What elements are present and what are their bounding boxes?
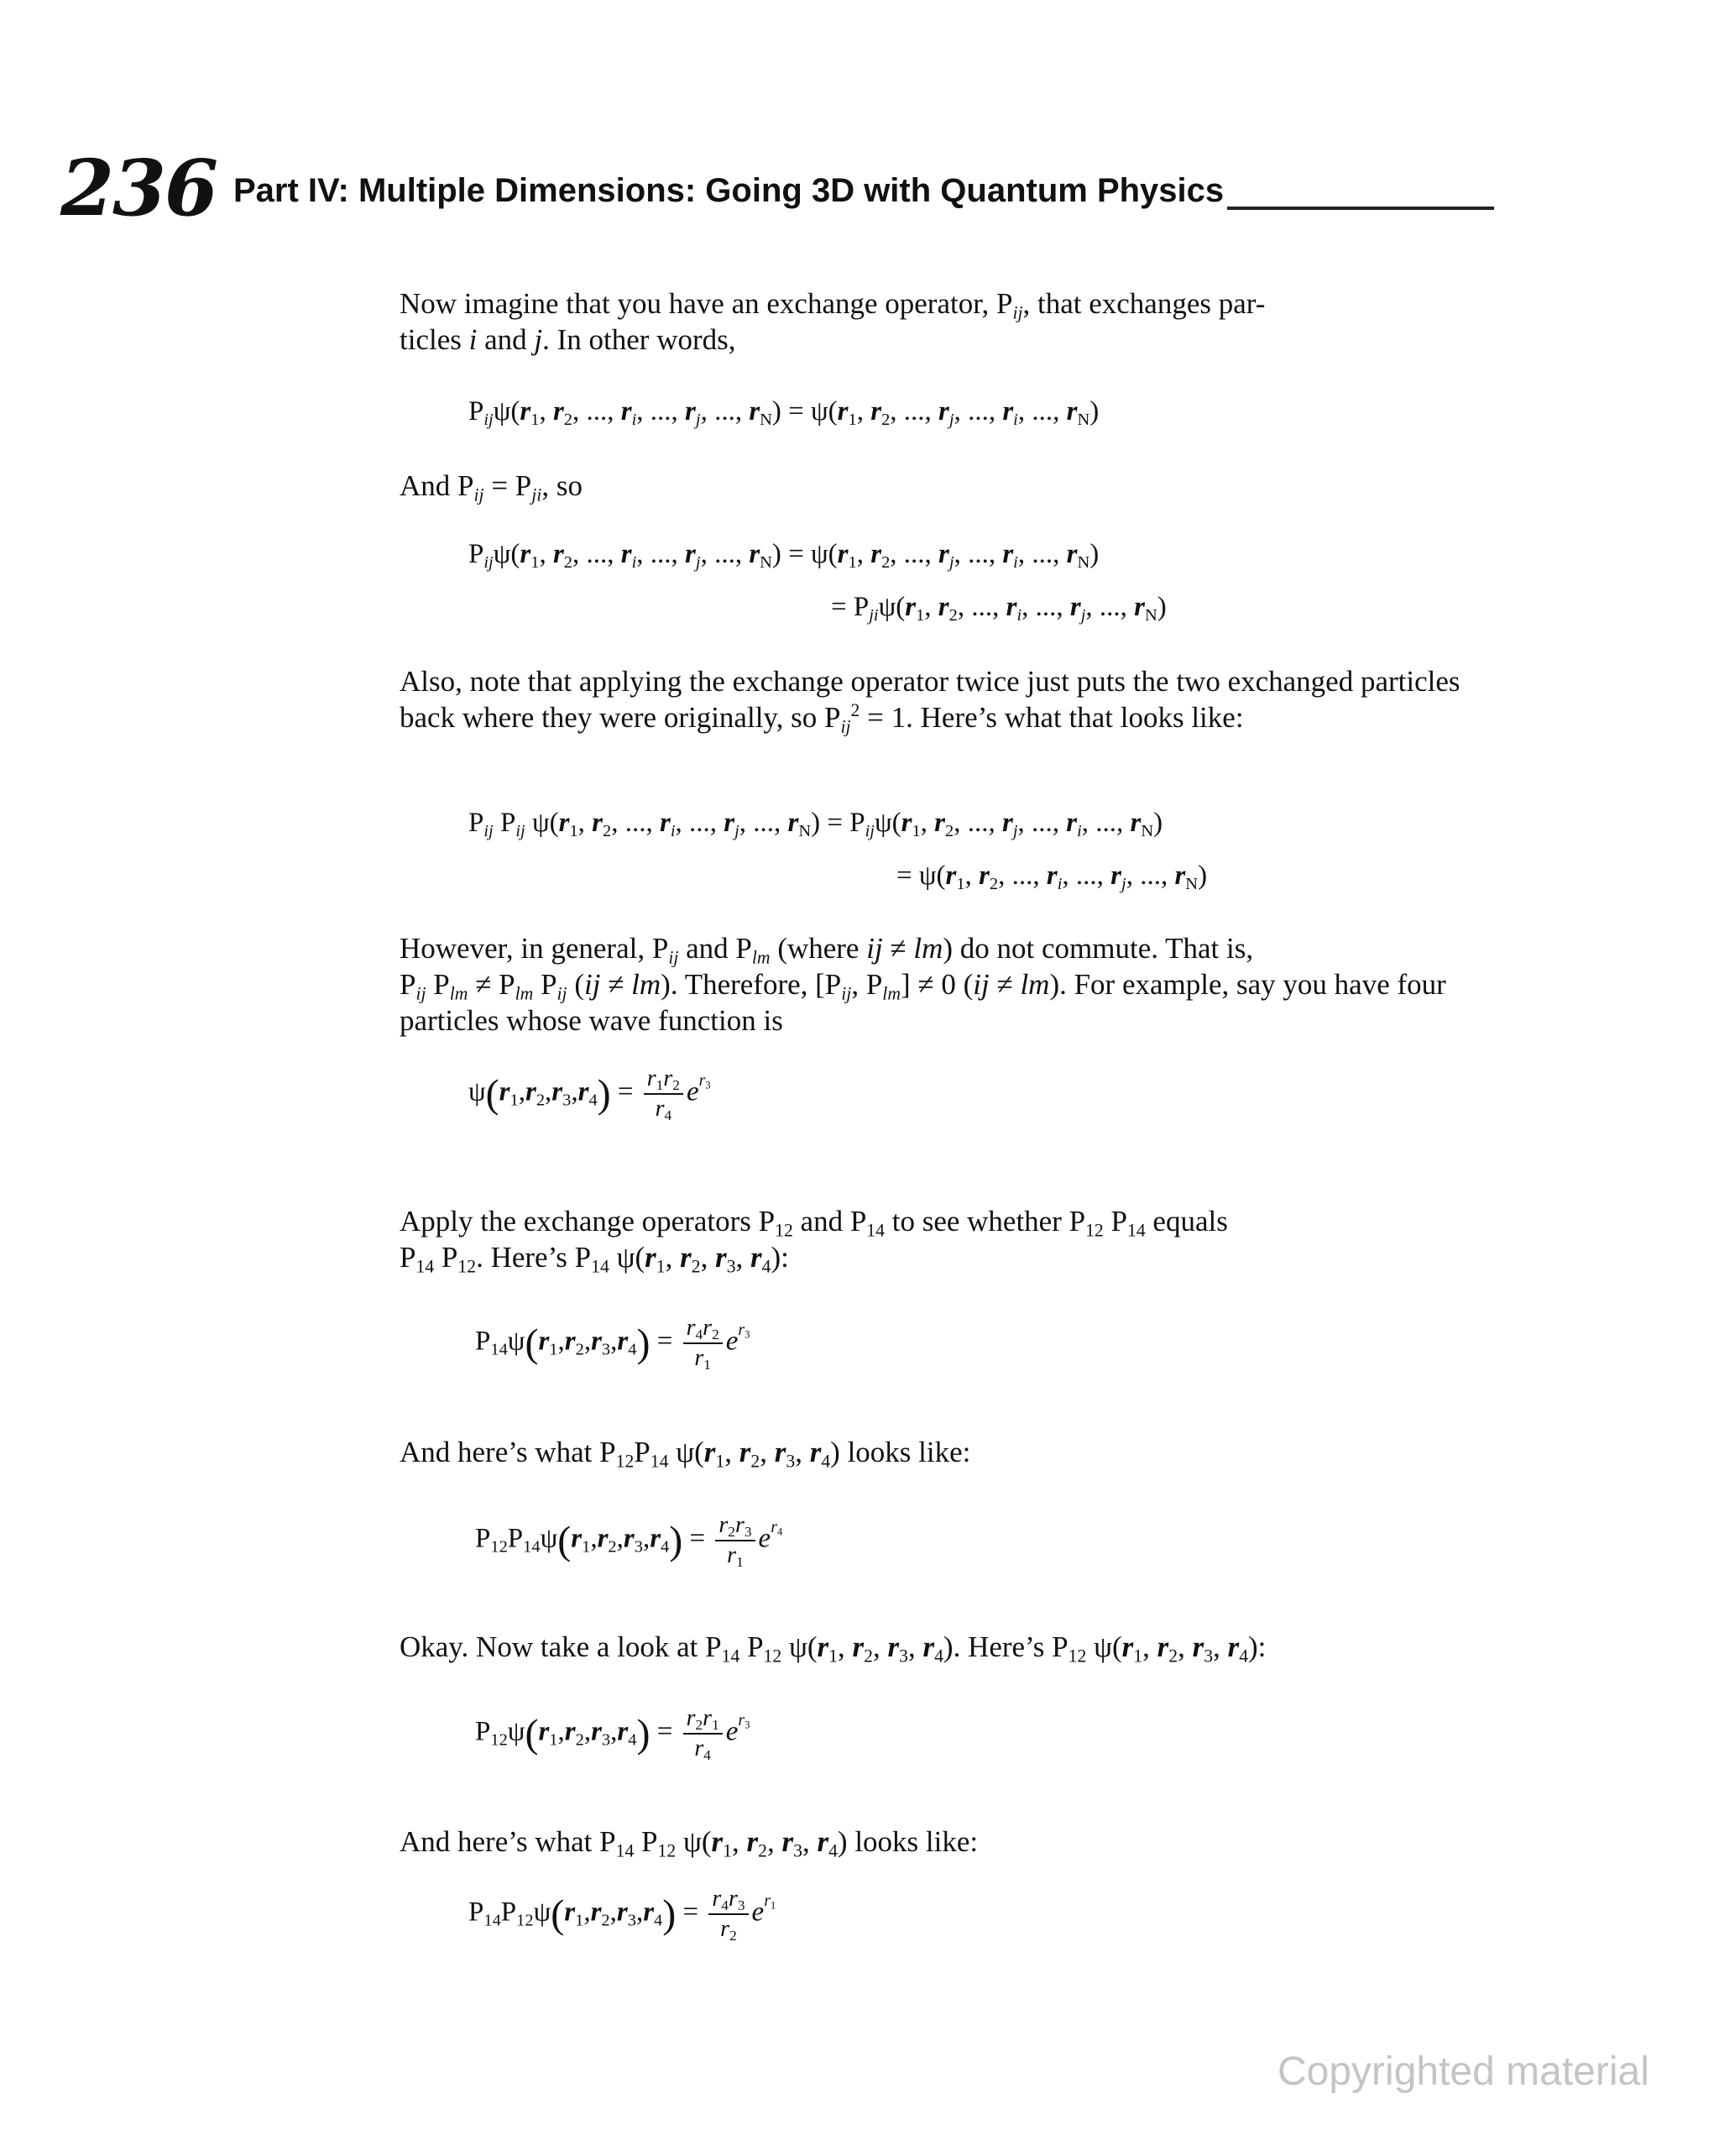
paragraph-apply-twice: Also, note that applying the exchange operator twice just puts the two exchanged particles back where they were originally, so $P_{ij}^2 = 1$. Here’s what that looks like: [400, 665, 1460, 737]
running-head: Part IV: Multiple Dimensions: Going 3D with Quantum Physics [233, 172, 1225, 209]
paragraph-commutation: However, in general, $P_{ij}$ and $P_{lm}$ (where ij ≠ lm) do not commute. That is, $P_{ij}$ $P_{lm} \ne P_{lm}$ $P_{ij}$ (ij ≠ lm). Therefore, [$P_{ij}$, $P_{lm}] \ne 0$ (ij ≠ lm). For example, say you have four particles whose wave function is [400, 932, 1446, 1037]
paragraph-apply-p12-p14: Apply the exchange operators $P_{12}$ and $P_{14}$ to see whether $P_{12}$ $P_{14}$ equals $P_{14}$ $P_{12}$. Here’s $P_{14}$ $\psi(r_1$, $r_2$, $r_3$, $r_4$): [400, 1205, 1228, 1277]
equation-symmetry-line-1: $P_{ij}\psi(r_1$, $r_2$, ..., $r_i$, ..., $r_j$, ..., $r_N) = \psi(r_1$, $r_2$, ..., $r_j$, ..., $r_i$, ..., $r_N$) [468, 539, 1100, 573]
equation-p12: $P_{12}\psi(r_1,r_2,r_3,r_4)$ = $\frac{r_2r_1}{r_4}$ $e^{r_3}$ [475, 1705, 750, 1764]
equation-p12p14: $P_{12}P_{14}\psi(r_1,r_2,r_3,r_4)$ = $\frac{r_2r_3}{r_1}$ $e^{r_4}$ [475, 1512, 783, 1571]
equation-twice-line-1: $P_{ij}$ $P_{ij}$ $\psi(r_1$, $r_2$, ..., $r_i$, ..., $r_j$, ..., $r_N) = P_{ij}\psi(r_1$, $r_2$, ..., $r_j$, ..., $r_i$, ..., $r_N$) [468, 808, 1163, 841]
paragraph-exchange-operator: Now imagine that you have an exchange operator, $P_{ij}$, that exchanges par- ticles i and j. In other words, [400, 287, 1266, 356]
equation-twice-line-2: = $\psi(r_1$, $r_2$, ..., $r_i$, ..., $r_j$, ..., $r_N$) [896, 861, 1208, 894]
paragraph-pij-equals-pji: And $P_{ij} = P_{ji}$, so [400, 469, 583, 505]
paragraph-p14p12-result: And here’s what $P_{14}$ $P_{12}$ $\psi(r_1$, $r_2$, $r_3$, $r_4$) looks like: [400, 1825, 979, 1861]
equation-p14p12: $P_{14}P_{12}\psi(r_1,r_2,r_3,r_4)$ = $\frac{r_4r_3}{r_2}$ $e^{r_1}$ [468, 1886, 776, 1944]
header-rule [1227, 207, 1494, 210]
equation-wave-function: $\psi(r_1,r_2,r_3,r_4)$ = $\frac{r_1r_2}{r_4}$ $e^{r_3}$ [468, 1065, 711, 1124]
paragraph-p12p14: And here’s what $P_{12}P_{14}$ $\psi(r_1$, $r_2$, $r_3$, $r_4$) looks like: [400, 1436, 971, 1472]
equation-exchange-definition: $P_{ij}\psi(r_1$, $r_2$, ..., $r_i$, ..., $r_j$, ..., $r_N) = \psi(r_1$, $r_2$, ..., $r_j$, ..., $r_i$, ..., $r_N$) [468, 396, 1100, 430]
page-number: 236 [60, 143, 217, 233]
copyright-watermark: Copyrighted material [1277, 2049, 1649, 2094]
equation-symmetry-line-2: = $P_{ji}\psi(r_1$, $r_2$, ..., $r_i$, ..., $r_j$, ..., $r_N$) [831, 592, 1167, 625]
equation-p14: $P_{14}\psi(r_1,r_2,r_3,r_4)$ = $\frac{r_4r_2}{r_1}$ $e^{r_3}$ [475, 1315, 750, 1374]
paragraph-p14p12: Okay. Now take a look at $P_{14}$ $P_{12}$ $\psi(r_1$, $r_2$, $r_3$, $r_4$). Here’s $P_{12}$ $\psi(r_1$, $r_2$, $r_3$, $r_4$): [400, 1630, 1267, 1667]
